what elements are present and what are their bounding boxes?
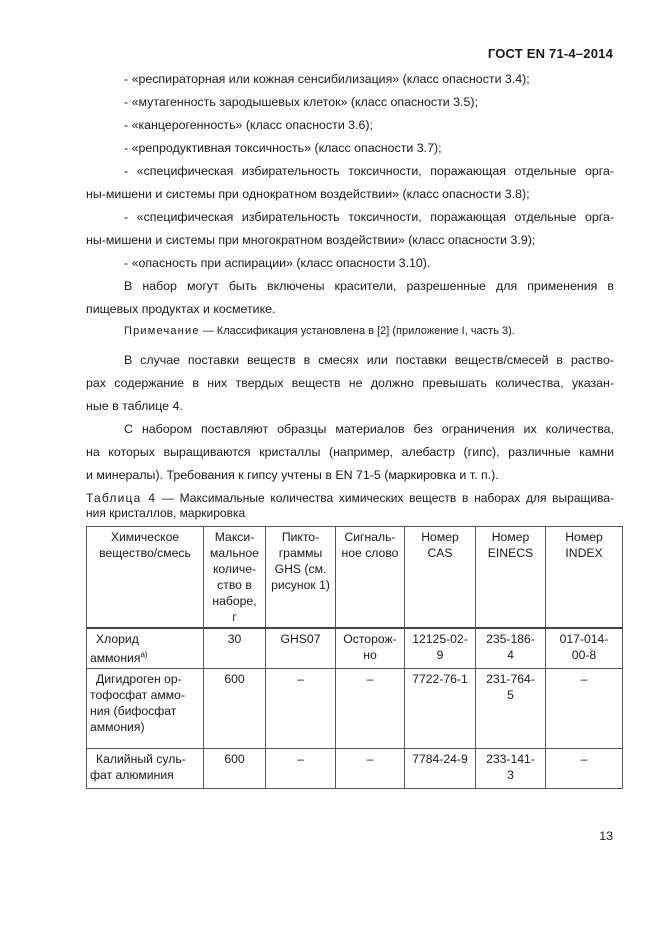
cell-signal: – (336, 749, 405, 789)
header-pictogram-l3: GHS (см. (274, 562, 327, 576)
header-pictogram-l4: рисунок 1) (271, 578, 330, 592)
header-pictogram-l1: Пикто- (281, 530, 320, 544)
para3-line2: на которых выращиваются кристаллы (например, алебастр (гипс), различные камни (86, 445, 614, 459)
einecs-line: 233-141- (486, 752, 535, 767)
bullet-stot-repeated-line2: ны-мишени и системы при многократном воздействии» (класс опасности 3.9); (86, 233, 536, 247)
substance-line: Хлорид (96, 632, 139, 646)
header-signal-l1: Сигналь- (344, 530, 396, 544)
table-row (87, 749, 623, 789)
header-max-qty (204, 527, 266, 629)
note-label: Примечание (124, 325, 200, 337)
cell-pictogram: – (266, 669, 336, 749)
bullet-mutagenicity: - «мутагенность зародышевых клеток» (класс опасности 3.5); (124, 95, 478, 109)
header-einecs (476, 527, 546, 629)
table-caption-line1 (86, 490, 614, 506)
table-row (87, 669, 623, 749)
cell-substance (87, 628, 204, 669)
table-caption-text: — Максимальные количества химических веществ в наборах для выращива- (156, 491, 615, 505)
einecs-line: 5 (507, 688, 514, 703)
header-pictogram-l2: граммы (278, 546, 323, 560)
cell-einecs (476, 749, 546, 789)
header-einecs-l2: EINECS (487, 546, 534, 560)
signal-line: но (363, 648, 377, 662)
table-caption-line2: ния кристаллов, маркировка (86, 506, 246, 520)
einecs-line: 235-186- (486, 632, 535, 646)
cell-index: – (546, 669, 623, 749)
header-max-qty-l3: количе- (212, 562, 257, 576)
header-substance-l2: вещество/смесь (99, 546, 191, 560)
cas-line: 9 (436, 648, 444, 662)
cell-index: – (546, 749, 623, 789)
cas-line: 12125-02- (412, 632, 468, 646)
header-max-qty-l5: наборе, (212, 594, 257, 608)
index-line: 017-014- (559, 632, 609, 646)
cell-signal: – (336, 669, 405, 749)
header-max-qty-l2: мальное (210, 546, 259, 560)
cell-substance (87, 749, 204, 789)
bullet-respiratory: - «респираторная или кожная сенсибилизация» (класс опасности 3.4); (124, 72, 530, 86)
substance-line: тофосфат аммо- (90, 688, 186, 703)
substance-line: фат алюминия (90, 768, 174, 783)
header-cas (405, 527, 476, 629)
cell-cas (405, 628, 476, 669)
header-substance-l1: Химическое (110, 530, 180, 544)
header-index-l2: INDEX (565, 546, 603, 560)
cell-qty: 30 (204, 628, 266, 669)
cell-einecs (476, 628, 546, 669)
header-index-l1: Номер (565, 530, 603, 544)
header-index (546, 527, 623, 629)
para2-line1: В случае поставки веществ в смесях или поставки веществ/смесей в раство- (124, 353, 614, 367)
bullet-aspiration: - «опасность при аспирации» (класс опасности 3.10). (124, 256, 431, 270)
header-max-qty-l6: г (232, 610, 237, 624)
substance-line: ния (бифосфат (90, 704, 177, 719)
header-cas-l1: Номер (421, 530, 459, 544)
chemicals-table (86, 526, 623, 789)
index-line: 00-8 (571, 648, 597, 662)
para2-line2: рах содержание в них твердых веществ не должно превышать количества, указан- (86, 376, 614, 390)
note-text: — Классификация установлена в [2] (приложение I, часть 3). (199, 325, 515, 337)
cell-einecs (476, 669, 546, 749)
header-substance (87, 527, 204, 629)
page-number: 13 (599, 829, 613, 843)
cell-cas: 7722-76-1 (405, 669, 476, 749)
signal-line: Осторож- (343, 632, 397, 646)
cell-pictogram: – (266, 749, 336, 789)
bullet-stot-single-line1: - «специфическая избирательность токсичности, поражающая отдельные орга- (124, 164, 614, 178)
document-code-header: ГОСТ EN 71-4–2014 (487, 46, 613, 61)
einecs-line: 3 (507, 768, 514, 783)
para1-line1: В набор могут быть включены красители, разрешенные для применения в (124, 279, 614, 293)
para3-line3: и минералы). Требования к гипсу учтены в EN 71-5 (маркировка и т. п.). (86, 468, 499, 482)
header-einecs-l1: Номер (491, 530, 530, 544)
substance-line: аммония (90, 651, 141, 666)
substance-line: Дигидроген ор- (96, 672, 182, 687)
para1-line2: пищевых продуктах и косметике. (86, 302, 276, 316)
einecs-line: 231-764- (486, 672, 535, 687)
note (124, 323, 515, 339)
bullet-stot-single-line2: ны-мишени и системы при однократном воздействии» (класс опасности 3.8); (86, 187, 530, 201)
header-signal-l2: ное слово (341, 546, 399, 560)
cell-pictogram: GHS07 (266, 628, 336, 669)
header-signal-word (336, 527, 405, 629)
bullet-carcinogenicity: - «канцерогенность» (класс опасности 3.6); (124, 118, 373, 132)
cell-qty: 600 (204, 669, 266, 749)
header-max-qty-l4: ство в (217, 578, 252, 592)
para2-line3: ные в таблице 4. (86, 399, 183, 413)
substance-line: Калийный суль- (96, 752, 186, 767)
table-caption-label: Таблица 4 (86, 491, 157, 505)
para3-line1: С набором поставляют образцы материалов без ограничения их количества, (124, 422, 614, 436)
bullet-stot-repeated-line1: - «специфическая избирательность токсичности, поражающая отдельные орга- (124, 210, 614, 224)
table-header-row (87, 527, 623, 629)
footnote-marker: а) (140, 650, 148, 659)
cell-cas: 7784-24-9 (405, 749, 476, 789)
einecs-line: 4 (507, 648, 514, 662)
table-row (87, 628, 623, 669)
header-max-qty-l1: Макси- (214, 530, 255, 544)
header-pictogram (266, 527, 336, 629)
cell-qty: 600 (204, 749, 266, 789)
cell-substance (87, 669, 204, 749)
header-cas-l2: CAS (427, 546, 453, 560)
cell-index (546, 628, 623, 669)
cell-signal (336, 628, 405, 669)
bullet-reproductive: - «репродуктивная токсичность» (класс опасности 3.7); (124, 141, 442, 155)
substance-line: аммония) (90, 720, 145, 735)
